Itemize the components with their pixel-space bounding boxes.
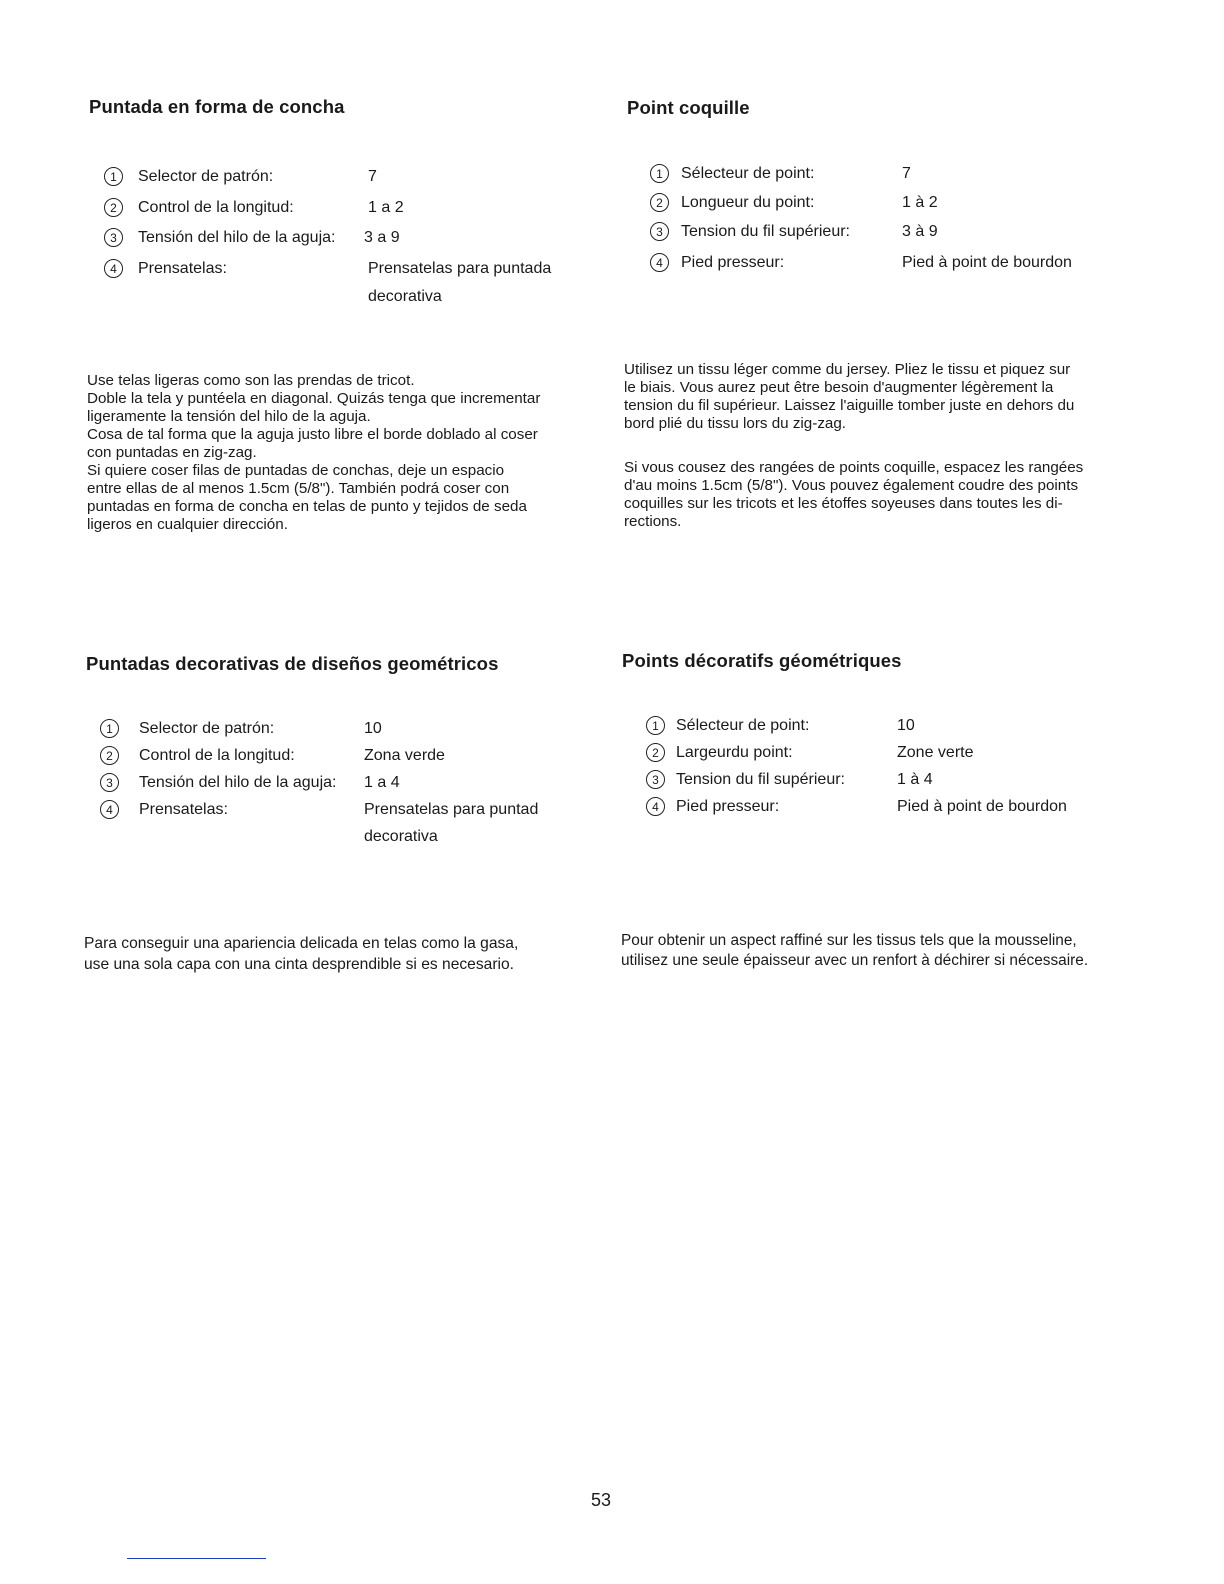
setting-value: 1 a 4 [364,774,400,791]
setting-row-length-es [100,746,580,768]
setting-label: Control de la longitud: [139,747,295,764]
text-line: Cosa de tal forma que la aguja justo libre el borde doblado al coser [87,426,538,443]
setting-row-presser-foot-es [104,259,584,309]
setting-value: 1 a 2 [368,199,404,216]
circled-number: 4 [104,259,123,278]
setting-value: 1 à 4 [897,771,933,788]
setting-label: Selector de patrón: [138,168,274,185]
text-line: bord plié du tissu lors du zig-zag. [624,415,847,432]
setting-value-continued: decorativa [364,828,438,845]
text-line: con puntadas en zig-zag. [87,444,257,461]
text-line: coquilles sur les tricots et les étoffes soyeuses dans toutes les di- [624,495,1063,512]
circled-number: 4 [100,800,119,819]
section-title-shell-stitch-es: Puntada en forma de concha [89,96,345,117]
text-line: Doble la tela y puntéela en diagonal. Quizás tenga que incrementar [87,390,541,407]
setting-label: Prensatelas: [138,260,227,277]
setting-value: 10 [364,720,382,737]
text-line: Use telas ligeras como son las prendas de tricot. [87,372,415,389]
setting-label: Tension du fil supérieur: [676,771,845,788]
paragraph-shell-stitch-fr-1 [624,361,1144,433]
text-line: puntadas en forma de concha en telas de punto y tejidos de seda [87,498,527,515]
setting-row-presser-foot-fr [646,797,1126,819]
setting-row-tension-fr [650,222,1130,244]
setting-row-length-es [104,198,584,220]
setting-value: Pied à point de bourdon [902,254,1072,271]
text-line: utilisez une seule épaisseur avec un renfort à déchirer si nécessaire. [621,952,1089,969]
text-line: d'au moins 1.5cm (5/8"). Vous pouvez également coudre des points [624,477,1079,494]
setting-label: Pied presseur: [676,798,780,815]
setting-value: Zone verte [897,744,974,761]
setting-label: Tensión del hilo de la aguja: [138,229,336,246]
setting-row-pattern-es [100,719,580,741]
circled-number: 3 [100,773,119,792]
circled-number: 1 [646,716,665,735]
setting-row-pattern-es [104,167,584,189]
text-line: entre ellas de al menos 1.5cm (5/8"). También podrá coser con [87,480,510,497]
text-line: rections. [624,513,682,530]
circled-number: 2 [104,198,123,217]
circled-number: 4 [646,797,665,816]
setting-value: 3 à 9 [902,223,938,240]
text-line: le biais. Vous aurez peut être besoin d'augmenter légèrement la [624,379,1054,396]
setting-value: Prensatelas para puntada [368,260,552,277]
section-title-geometric-fr: Points décoratifs géométriques [622,650,902,671]
circled-number: 1 [650,164,669,183]
setting-row-tension-fr [646,770,1126,792]
setting-value: 1 à 2 [902,194,938,211]
setting-label: Sélecteur de point: [676,717,810,734]
circled-number: 2 [100,746,119,765]
setting-label: Selector de patrón: [139,720,275,737]
text-line: ligeramente la tensión del hilo de la aguja. [87,408,371,425]
text-line: Para conseguir una apariencia delicada en telas como la gasa, [84,935,519,952]
circled-number: 2 [650,193,669,212]
text-line: use una sola capa con una cinta desprendible si es necesario. [84,956,514,973]
setting-value-continued: decorativa [368,288,442,305]
text-line: Si vous cousez des rangées de points coquille, espacez les rangées [624,459,1084,476]
circled-number: 3 [104,228,123,247]
setting-row-width-fr [646,743,1126,765]
setting-value: Zona verde [364,747,445,764]
setting-label: Prensatelas: [139,801,228,818]
setting-label: Control de la longitud: [138,199,294,216]
text-line: ligeros en cualquier dirección. [87,516,288,533]
paragraph-geometric-fr [621,931,1151,971]
paragraph-shell-stitch-es [87,372,607,534]
footer-rule [127,1558,266,1559]
setting-label: Tensión del hilo de la aguja: [139,774,337,791]
setting-label: Sélecteur de point: [681,165,815,182]
circled-number: 2 [646,743,665,762]
paragraph-shell-stitch-fr-2 [624,459,1144,531]
setting-value: 10 [897,717,915,734]
page-number: 53 [591,1490,612,1510]
setting-value: 3 a 9 [364,229,400,246]
setting-value: Prensatelas para puntad [364,801,539,818]
text-line: Pour obtenir un aspect raffiné sur les tissus tels que la mousseline, [621,932,1077,949]
setting-row-pattern-fr [646,716,1126,738]
circled-number: 1 [104,167,123,186]
circled-number: 3 [646,770,665,789]
circled-number: 1 [100,719,119,738]
section-title-shell-stitch-fr: Point coquille [627,97,750,118]
setting-label: Largeurdu point: [676,744,793,761]
circled-number: 3 [650,222,669,241]
text-line: Utilisez un tissu léger comme du jersey. Pliez le tissu et piquez sur [624,361,1071,378]
setting-row-pattern-fr [650,164,1130,186]
setting-value: 7 [368,168,377,185]
text-line: Si quiere coser filas de puntadas de conchas, deje un espacio [87,462,505,479]
setting-label: Longueur du point: [681,194,815,211]
setting-label: Pied presseur: [681,254,785,271]
paragraph-geometric-es [84,933,604,975]
setting-label: Tension du fil supérieur: [681,223,850,240]
circled-number: 4 [650,253,669,272]
text-line: tension du fil supérieur. Laissez l'aiguille tomber juste en dehors du [624,397,1075,414]
setting-row-presser-foot-fr [650,253,1130,275]
setting-value: Pied à point de bourdon [897,798,1067,815]
setting-value: 7 [902,165,911,182]
setting-row-tension-es [104,228,584,250]
section-title-geometric-es: Puntadas decorativas de diseños geométricos [86,653,499,674]
setting-row-presser-foot-es [100,800,580,850]
setting-row-tension-es [100,773,580,795]
setting-row-length-fr [650,193,1130,215]
